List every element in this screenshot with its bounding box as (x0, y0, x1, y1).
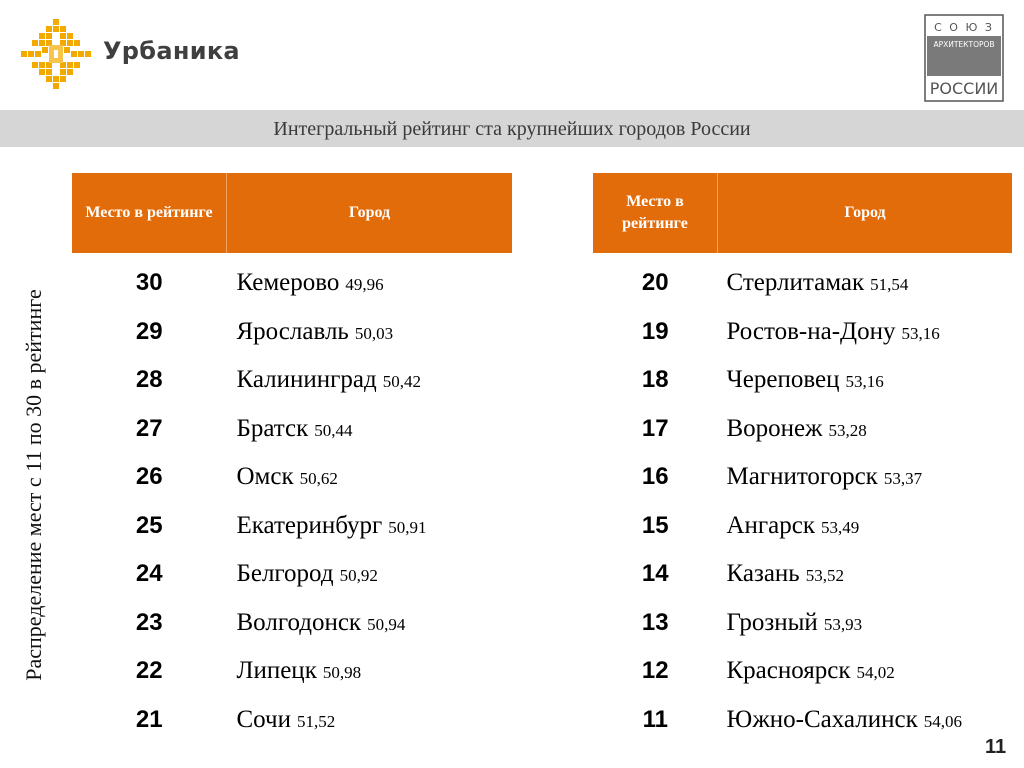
table-row (593, 599, 1012, 648)
city-cell (718, 647, 1013, 696)
table-row (72, 405, 512, 454)
city-cell (227, 550, 513, 599)
city-name: Грозный (726, 608, 818, 636)
slide-title: Интегральный рейтинг ста крупнейших городов России (273, 118, 751, 140)
table-header-row (72, 173, 512, 253)
city-score: 50,92 (339, 566, 378, 586)
place-number: 24 (135, 560, 163, 588)
table-row (593, 253, 1012, 308)
place-number: 15 (641, 511, 669, 539)
header-place: Место в рейтинге (72, 173, 227, 253)
city-cell (227, 405, 513, 454)
place-number: 18 (641, 366, 669, 394)
page-number: 11 (985, 736, 1007, 758)
city-score: 50,42 (382, 372, 421, 392)
place-number: 11 (642, 705, 668, 733)
table-row (593, 502, 1012, 551)
table-row (72, 550, 512, 599)
city-score: 51,54 (870, 275, 909, 295)
city-cell (227, 599, 513, 648)
union-logo-line1: С О Ю З (934, 21, 994, 34)
city-cell (718, 405, 1013, 454)
slide-header (0, 0, 1024, 111)
city-name: Омск (236, 463, 294, 491)
table-row (72, 253, 512, 308)
table-row (593, 550, 1012, 599)
city-name: Ростов-на-Дону (726, 317, 896, 345)
table-row (593, 308, 1012, 357)
table-row (593, 405, 1012, 454)
table-row (72, 647, 512, 696)
place-number: 13 (641, 608, 669, 636)
table-row (72, 696, 512, 745)
city-name: Ярославль (236, 317, 349, 345)
urbanika-dots-icon (20, 18, 92, 90)
city-score: 54,02 (856, 663, 895, 683)
place-number: 28 (135, 366, 163, 394)
city-cell (227, 696, 513, 745)
city-score: 50,94 (367, 614, 406, 634)
city-name: Череповец (726, 366, 840, 394)
city-name: Кемерово (236, 269, 340, 297)
city-score: 53,16 (845, 372, 884, 392)
ranking-table-left (72, 173, 512, 744)
place-number: 19 (641, 317, 669, 345)
city-score: 53,16 (901, 323, 940, 343)
table-row (72, 453, 512, 502)
side-label: Распределение мест с 11 по 30 в рейтинге (21, 289, 46, 681)
city-name: Казань (726, 560, 800, 588)
header-city: Город (227, 173, 513, 253)
city-name: Екатеринбург (236, 511, 383, 539)
city-name: Красноярск (726, 657, 851, 685)
city-score: 50,98 (322, 663, 362, 683)
place-number: 20 (641, 269, 669, 297)
table-row (72, 356, 512, 405)
city-score: 50,91 (388, 517, 427, 537)
city-cell (718, 696, 1013, 745)
city-name: Сочи (236, 705, 291, 733)
table-header-row (593, 173, 1012, 253)
city-cell (227, 453, 513, 502)
city-name: Липецк (236, 657, 317, 685)
city-cell (227, 308, 513, 357)
table-row (593, 356, 1012, 405)
place-number: 29 (135, 317, 163, 345)
city-cell (718, 453, 1013, 502)
city-cell (227, 502, 513, 551)
city-score: 53,49 (821, 517, 860, 537)
city-score: 50,03 (354, 323, 394, 343)
place-number: 16 (641, 463, 669, 491)
ranking-table-right (593, 173, 1012, 744)
place-number: 23 (135, 608, 163, 636)
city-score: 53,52 (805, 566, 844, 586)
city-score: 50,62 (299, 469, 338, 489)
city-name: Калининград (236, 366, 377, 394)
city-cell (227, 356, 513, 405)
place-number: 12 (641, 657, 669, 685)
city-name: Братск (236, 414, 309, 442)
city-name: Южно-Сахалинск (726, 705, 918, 733)
city-name: Воронеж (726, 414, 823, 442)
table-row (72, 599, 512, 648)
place-number: 25 (135, 511, 163, 539)
place-number: 27 (135, 414, 163, 442)
city-score: 53,37 (883, 469, 923, 489)
city-cell (718, 502, 1013, 551)
city-cell (227, 253, 513, 308)
city-name: Белгород (236, 560, 334, 588)
city-cell (718, 550, 1013, 599)
header-place: Место в рейтинге (593, 173, 718, 253)
city-cell (227, 647, 513, 696)
city-name: Стерлитамак (726, 269, 865, 297)
place-number: 17 (641, 414, 669, 442)
place-number: 22 (135, 657, 163, 685)
city-name: Ангарск (726, 511, 816, 539)
table-row (593, 453, 1012, 502)
place-number: 14 (641, 560, 669, 588)
table-row (72, 308, 512, 357)
city-cell (718, 356, 1013, 405)
table-row (72, 502, 512, 551)
place-number: 21 (135, 705, 163, 733)
union-logo-line2: АРХИТЕКТОРОВ (933, 40, 995, 49)
union-of-architects-logo (924, 14, 1004, 102)
city-score: 50,44 (314, 420, 353, 440)
place-number: 30 (135, 269, 163, 297)
city-cell (718, 599, 1013, 648)
city-cell (718, 253, 1013, 308)
table-row (593, 696, 1012, 745)
union-logo-line3: РОССИИ (929, 79, 999, 98)
table-row (593, 647, 1012, 696)
city-name: Магнитогорск (726, 463, 878, 491)
brand-name: Урбаника (103, 37, 240, 65)
city-score: 53,28 (828, 420, 867, 440)
city-score: 53,93 (823, 614, 863, 634)
city-score: 54,06 (923, 711, 962, 731)
city-score: 51,52 (296, 711, 336, 731)
city-cell (718, 308, 1013, 357)
place-number: 26 (135, 463, 163, 491)
city-name: Волгодонск (236, 608, 362, 636)
header-city: Город (718, 173, 1013, 253)
city-score: 49,96 (345, 275, 384, 295)
